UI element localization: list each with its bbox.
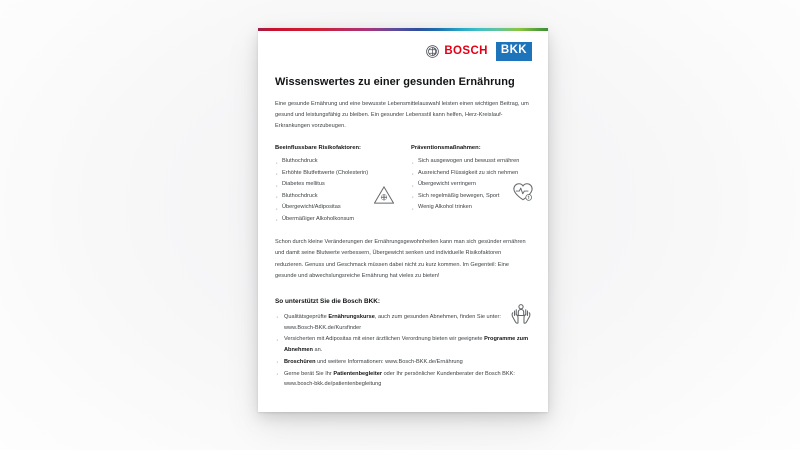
list-item bbox=[275, 312, 531, 333]
bkk-sub-brand-badge: BKK bbox=[496, 42, 532, 61]
support-heading: So unterstützt Sie die Bosch BKK: bbox=[275, 297, 381, 305]
bosch-anchor-mark-icon bbox=[426, 45, 439, 58]
list-item: · Übergewicht verringern bbox=[411, 180, 531, 190]
two-column-lists bbox=[275, 145, 531, 226]
page-title: Wissenswertes zu einer gesunden Ernährung bbox=[275, 76, 515, 88]
heart-pulse-icon bbox=[511, 181, 535, 202]
body-text: Gerne berät Sie Ihr bbox=[284, 370, 334, 377]
support-section bbox=[275, 298, 531, 390]
body-text: und weitere Informationen: www.Bosch-BKK.de/Ernährung bbox=[315, 358, 463, 365]
list-item bbox=[275, 369, 531, 390]
intro-paragraph: Eine gesunde Ernährung und eine bewusste Lebensmittelauswahl leisten einen wichtigen Beitrag, um gesund und leistungsfähig zu bleiben. Ein gesunder Lebensstil kann helfen, Herz-Kreislauf-Erkrankungen vorzubeugen. bbox=[275, 100, 529, 129]
warning-triangle-icon bbox=[373, 185, 395, 205]
supporting-hands-icon bbox=[509, 302, 533, 326]
flyer-content bbox=[275, 76, 531, 391]
list-item: · Übergewicht/Adipositas bbox=[275, 203, 395, 213]
brand-logo-lockup bbox=[426, 42, 532, 61]
bosch-wordmark: BOSCH bbox=[444, 44, 488, 57]
flyer-page-inner bbox=[258, 31, 548, 412]
body-text: , auch zum gesunden Abnehmen, finden Sie unter: www.Bosch-BKK.de/Kursfinder bbox=[284, 313, 501, 331]
list-item: · Bluthochdruck bbox=[275, 192, 395, 202]
support-list bbox=[275, 312, 531, 390]
list-item: · Übermäßiger Alkoholkonsum bbox=[275, 215, 395, 225]
emphasis-text: Broschüren bbox=[284, 358, 316, 365]
list-item: · Sich regelmäßig bewegen, Sport bbox=[411, 192, 531, 202]
list-item: · Bluthochdruck bbox=[275, 157, 395, 167]
emphasis-text: Programme zum Abnehmen bbox=[284, 336, 529, 354]
prevention-heading: Präventionsmaßnahmen: bbox=[411, 145, 481, 152]
emphasis-text: Patientenbegleiter bbox=[333, 370, 382, 377]
body-paragraph: Schon durch kleine Veränderungen der Ernährungsgewohnheiten kann man sich gesünder ernähren und damit seine Blutwerte verbessern, Übergewicht senken und individuelle Risikofaktoren reduzieren. Genuss und Geschmack müssen dabei nicht zu kurz kommen. Im Gegenteil: Eine gesunde und abwechslungsreiche Ernährung hat vieles zu bieten! bbox=[275, 239, 526, 279]
list-item bbox=[275, 334, 531, 355]
prevention-column bbox=[411, 145, 531, 226]
list-item: · Ausreichend Flüssigkeit zu sich nehmen bbox=[411, 169, 531, 179]
flyer-page bbox=[258, 28, 548, 412]
list-item bbox=[275, 357, 531, 368]
list-item: · Sich ausgewogen und bewusst ernähren bbox=[411, 157, 531, 167]
risk-factors-heading: Beeinflussbare Risikofaktoren: bbox=[275, 145, 361, 152]
body-text: Qualitätsgeprüfte bbox=[284, 313, 329, 320]
list-item: · Wenig Alkohol trinken bbox=[411, 203, 531, 213]
body-text: an. bbox=[312, 347, 323, 354]
list-item: · Erhöhte Blutfettwerte (Cholesterin) bbox=[275, 169, 395, 179]
body-text: oder Ihr persönlicher Kundenberater der Bosch BKK: www.bosch-bkk.de/patientenbegleitung bbox=[284, 370, 515, 388]
body-text: Versicherten mit Adipositas mit einer ärztlichen Verordnung bieten wir geeignete bbox=[284, 336, 485, 343]
list-item: · Diabetes mellitus bbox=[275, 180, 395, 190]
emphasis-text: Ernährungskurse bbox=[328, 313, 375, 320]
risk-factors-column bbox=[275, 145, 395, 226]
